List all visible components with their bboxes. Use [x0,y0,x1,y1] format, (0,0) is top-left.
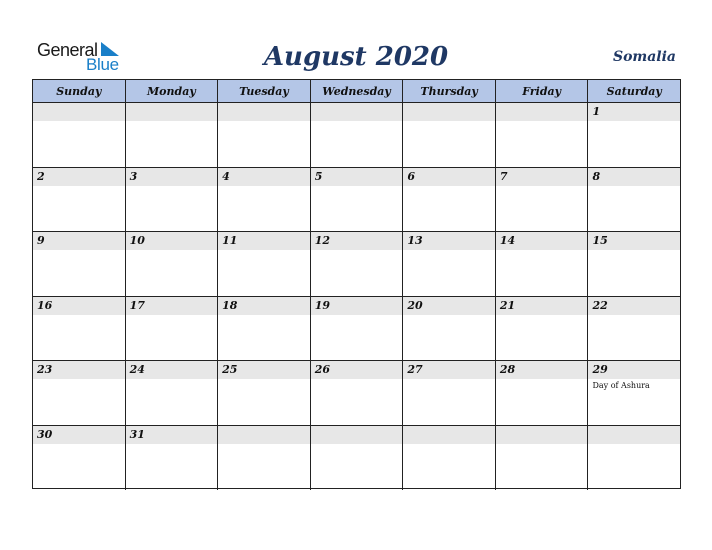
weekday-monday: Monday [126,80,219,102]
day-cell-17 [126,297,219,361]
day-number-strip [311,297,403,315]
day-number-strip [218,232,310,250]
day-cell-empty [403,426,496,491]
day-cell-29 [588,361,680,425]
day-number: 21 [499,298,516,312]
day-cell-27 [403,361,496,425]
day-number-strip [33,361,125,379]
day-cell-empty [588,426,680,491]
day-cell-25 [218,361,311,425]
day-cell-9 [33,232,126,296]
day-number-strip [588,168,680,186]
day-number-strip [311,168,403,186]
day-cell-26 [311,361,404,425]
day-cell-20 [403,297,496,361]
logo-blue-text: Blue [86,55,119,74]
day-number: 19 [314,298,331,312]
weekday-thursday: Thursday [403,80,496,102]
day-cell-28 [496,361,589,425]
day-number-strip [588,426,680,444]
day-cell-empty [496,426,589,491]
day-number-strip [126,232,218,250]
day-number-strip [218,168,310,186]
day-cell-empty [311,426,404,491]
logo-general-text: General [37,40,98,60]
day-number-strip [588,297,680,315]
day-number: 9 [37,234,45,247]
day-cell-empty [403,103,496,167]
day-number-strip [126,426,218,444]
day-cell-6 [403,168,496,232]
day-number-strip [403,361,495,379]
day-number-strip [33,232,125,250]
day-number: 10 [129,234,145,247]
day-cell-empty [311,103,404,167]
calendar-title: August 2020 [263,42,449,72]
day-number: 27 [407,363,423,376]
day-number-strip [311,361,403,379]
day-number: 17 [129,298,145,312]
day-cell-5 [311,168,404,232]
day-cell-23 [33,361,126,425]
day-number-strip [403,168,495,186]
day-number: 24 [129,363,145,376]
week-row [33,426,680,491]
day-cell-11 [218,232,311,296]
day-number-strip [403,103,495,121]
weekday-wednesday: Wednesday [311,80,404,102]
day-cell-24 [126,361,219,425]
day-cell-13 [403,232,496,296]
day-number-strip [588,232,680,250]
day-number: 30 [37,427,53,441]
weekday-saturday: Saturday [606,84,662,98]
day-cell-30 [33,426,126,491]
day-number-strip [496,361,588,379]
day-cell-18 [218,297,311,361]
day-cell-14 [496,232,589,296]
day-number-strip [403,426,495,444]
day-number: 8 [592,169,601,183]
day-number: 2 [37,169,45,183]
day-number: 15 [592,234,608,247]
day-number-strip [126,168,218,186]
day-number-strip [496,103,588,121]
day-number: 12 [314,234,331,247]
day-cell-3 [126,168,219,232]
day-number-strip [311,103,403,121]
day-cell-empty [126,103,219,167]
day-number-strip [33,297,125,315]
day-number-strip [33,168,125,186]
day-number-strip [496,426,588,444]
day-number: 23 [37,363,53,376]
day-cell-empty [33,103,126,167]
day-number: 13 [407,234,423,247]
day-number-strip [496,232,588,250]
week-row [33,361,680,426]
day-number-strip [311,426,403,444]
weekday-tuesday: Tuesday [218,80,311,102]
day-number-strip [126,361,218,379]
day-number: 31 [129,427,145,441]
country-label: Somalia [612,49,676,65]
day-cell-4 [218,168,311,232]
day-number: 22 [592,298,608,312]
day-cell-15 [588,232,680,296]
day-cell-16 [33,297,126,361]
day-number-strip [33,426,125,444]
day-number: 3 [129,169,138,183]
day-cell-empty [218,103,311,167]
day-number-strip [403,297,495,315]
day-cell-21 [496,297,589,361]
day-cell-8 [588,168,680,232]
day-number-strip [403,232,495,250]
day-cell-1 [588,103,680,167]
day-cell-12 [311,232,404,296]
day-number-strip [126,103,218,121]
week-row [33,103,680,168]
day-cell-22 [588,297,680,361]
day-number: 6 [407,169,415,183]
day-number-strip [496,297,588,315]
day-cell-7 [496,168,589,232]
day-number: 11 [222,234,238,247]
weekday-sunday: Sunday [33,80,126,102]
day-cell-2 [33,168,126,232]
day-number: 29 [592,363,608,376]
day-cell-empty [496,103,589,167]
day-number: 28 [499,363,516,376]
weekday-header-row [33,80,680,103]
day-number: 4 [222,169,230,183]
day-number-strip [496,168,588,186]
calendar-grid [32,79,681,489]
day-number: 5 [314,169,323,183]
day-number-strip [588,361,680,379]
day-number: 16 [37,298,53,312]
day-number: 1 [592,105,601,118]
day-cell-31 [126,426,219,491]
day-number-strip [311,232,403,250]
day-number: 18 [222,298,238,312]
day-number-strip [218,361,310,379]
day-cell-empty [218,426,311,491]
day-number-strip [218,103,310,121]
day-number: 7 [499,169,508,183]
weekday-friday: Friday [496,80,589,102]
day-number-strip [218,297,310,315]
day-cell-19 [311,297,404,361]
holiday-label: Day of Ashura [592,381,650,390]
day-number: 26 [314,363,331,376]
day-number-strip [33,103,125,121]
day-number: 25 [222,363,238,376]
day-cell-10 [126,232,219,296]
week-row [33,168,680,233]
day-number-strip [588,103,680,121]
day-number: 14 [499,234,516,247]
day-number: 20 [407,298,423,312]
day-number-strip [126,297,218,315]
week-row [33,232,680,297]
week-row [33,297,680,362]
weeks-container [33,103,680,490]
day-number-strip [218,426,310,444]
